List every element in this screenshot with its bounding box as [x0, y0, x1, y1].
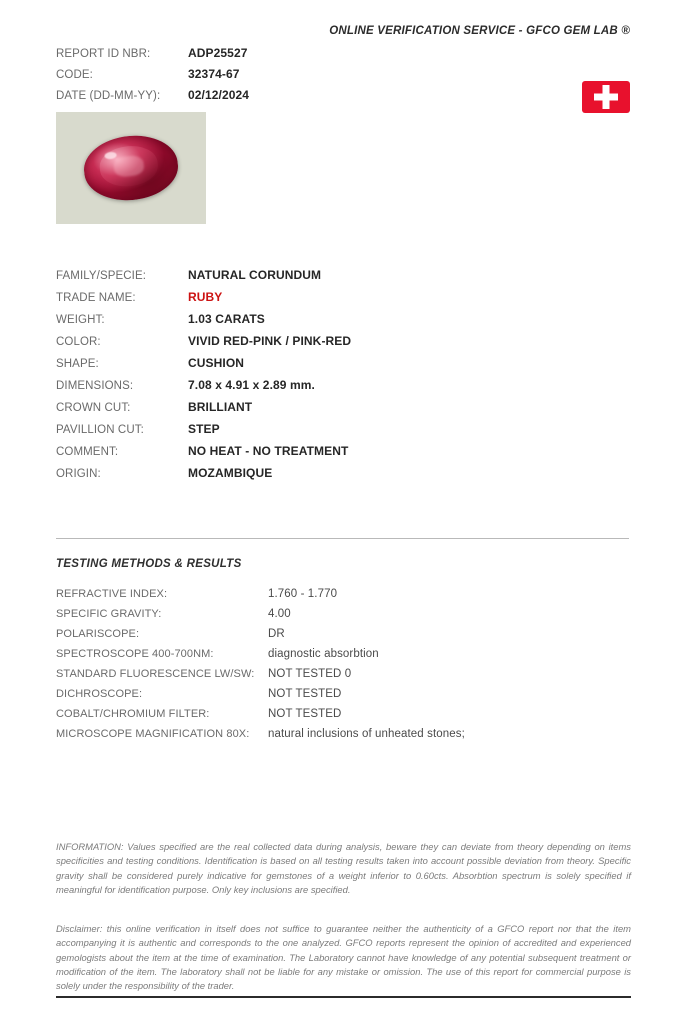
- table-row: [56, 356, 526, 370]
- table-row: [56, 334, 526, 348]
- information-note: INFORMATION: Values specified are the real collected data during analysis, beware they can deviate from theory depending on items specificities and testing conditions. Identification is based on all testing results taken into account possible deviation from theory. Specific gravity shall be considered purely indicative for gemstones of a weight inferior to 0.60cts. Absorbtion spectrum is solely specified if meaningful for identification purpose. Only key inclusions are specified.: [56, 841, 631, 895]
- filter-label: COBALT/CHROMIUM FILTER:: [56, 708, 210, 720]
- color-label: COLOR:: [56, 336, 101, 348]
- identification-block: [56, 46, 476, 109]
- testing-results-table: [56, 588, 616, 748]
- table-row: [56, 728, 616, 740]
- origin-value: MOZAMBIQUE: [188, 466, 273, 480]
- refractive-index-label: REFRACTIVE INDEX:: [56, 588, 168, 600]
- table-row: [56, 378, 526, 392]
- shape-value: CUSHION: [188, 356, 245, 370]
- spectroscope-label: SPECTROSCOPE 400-700NM:: [56, 648, 214, 660]
- polariscope-label: POLARISCOPE:: [56, 628, 140, 640]
- pavillion-cut-label: PAVILLION CUT:: [56, 424, 144, 436]
- fluorescence-value: NOT TESTED 0: [268, 668, 352, 680]
- table-row: [56, 444, 526, 458]
- origin-label: ORIGIN:: [56, 468, 101, 480]
- pavillion-cut-value: STEP: [188, 422, 220, 436]
- microscope-label: MICROSCOPE MAGNIFICATION 80X:: [56, 728, 250, 740]
- bottom-rule: [56, 996, 631, 998]
- table-row: [56, 588, 616, 600]
- report-id-label: REPORT ID NBR:: [56, 48, 151, 60]
- code-value: 32374-67: [188, 67, 240, 81]
- table-row: [56, 668, 616, 680]
- table-row: [56, 466, 526, 480]
- table-row: [56, 312, 526, 326]
- microscope-value: natural inclusions of unheated stones;: [268, 728, 465, 740]
- table-row: [56, 648, 616, 660]
- table-row: [56, 46, 476, 60]
- polariscope-value: DR: [268, 628, 285, 640]
- table-row: [56, 400, 526, 414]
- table-row: [56, 422, 526, 436]
- shape-label: SHAPE:: [56, 358, 99, 370]
- dichroscope-value: NOT TESTED: [268, 688, 342, 700]
- table-row: [56, 88, 476, 102]
- weight-label: WEIGHT:: [56, 314, 105, 326]
- color-value: VIVID RED-PINK / PINK-RED: [188, 334, 352, 348]
- dimensions-label: DIMENSIONS:: [56, 380, 134, 392]
- crown-cut-label: CROWN CUT:: [56, 402, 131, 414]
- date-value: 02/12/2024: [188, 88, 250, 102]
- trade-name-label: TRADE NAME:: [56, 292, 136, 304]
- family-specie-value: NATURAL CORUNDUM: [188, 268, 322, 282]
- refractive-index-value: 1.760 - 1.770: [268, 588, 338, 600]
- comment-label: COMMENT:: [56, 446, 119, 458]
- spectroscope-value: diagnostic absorbtion: [268, 648, 379, 660]
- report-id-value: ADP25527: [188, 46, 248, 60]
- gem-specifications: [56, 268, 526, 488]
- table-row: [56, 628, 616, 640]
- comment-value: NO HEAT - NO TREATMENT: [188, 444, 349, 458]
- table-row: [56, 708, 616, 720]
- dichroscope-label: DICHROSCOPE:: [56, 688, 143, 700]
- dimensions-value: 7.08 x 4.91 x 2.89 mm.: [188, 378, 315, 392]
- table-row: [56, 290, 526, 304]
- table-row: [56, 67, 476, 81]
- code-label: CODE:: [56, 69, 93, 81]
- specific-gravity-label: SPECIFIC GRAVITY:: [56, 608, 162, 620]
- weight-value: 1.03 CARATS: [188, 312, 265, 326]
- disclaimer-note: Disclaimer: this online verification in itself does not suffice to guarantee neither the authenticity of a GFCO report nor that the item accompanying it is authentic and corresponds to the one analyzed. GFCO reports represent the opinion of accredited and experienced gemologists about the item at the time of examination. The Laboratory cannot have knowledge of any potential subsequent treatment or modification of the item. The laboratory shall not be liable for any mistake or omission. The use of this report for commercial purpose is solely under the responsibility of the trader.: [56, 923, 631, 992]
- trade-name-value: RUBY: [188, 290, 223, 304]
- fluorescence-label: STANDARD FLUORESCENCE LW/SW:: [56, 668, 255, 680]
- testing-section-title: TESTING METHODS & RESULTS: [56, 558, 242, 570]
- section-divider: [56, 538, 629, 539]
- date-label: DATE (DD-MM-YY):: [56, 90, 161, 102]
- table-row: [56, 608, 616, 620]
- specific-gravity-value: 4.00: [268, 608, 291, 620]
- gemstone-image: [81, 131, 181, 204]
- service-title: ONLINE VERIFICATION SERVICE - GFCO GEM LAB ®: [329, 25, 630, 37]
- table-row: [56, 688, 616, 700]
- crown-cut-value: BRILLIANT: [188, 400, 253, 414]
- swiss-flag-icon: [582, 81, 630, 113]
- filter-value: NOT TESTED: [268, 708, 342, 720]
- gemstone-photo: [56, 112, 206, 224]
- table-row: [56, 268, 526, 282]
- family-specie-label: FAMILY/SPECIE:: [56, 270, 147, 282]
